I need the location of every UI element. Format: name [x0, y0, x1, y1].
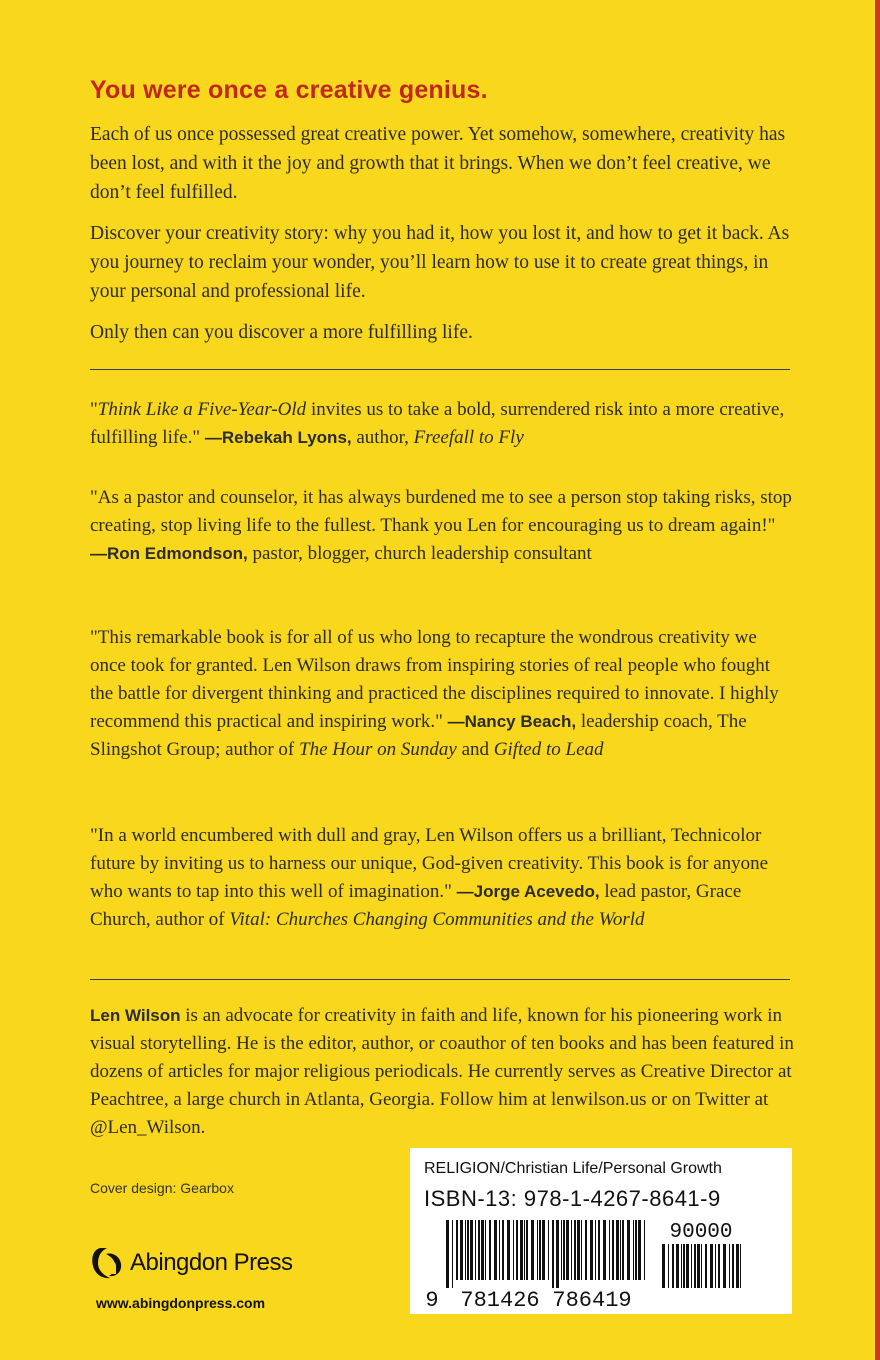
cover-credit: Cover design: Gearbox	[90, 1180, 234, 1196]
barcode-bar	[585, 1220, 587, 1280]
publisher-website: www.abingdonpress.com	[96, 1295, 266, 1311]
endorser-name: —Nancy Beach,	[447, 712, 577, 731]
author-bio: Len Wilson is an advocate for creativity in faith and life, known for his pioneering work in visual storytelling. He is the editor, author, or coauthor of ten books and has been featured in dozens of articles for major religious periodicals. He currently serves as Creative Director at Peachtree, a large church in Atlanta, Georgia. Follow him at lenwilson.us or on Twitter at @Len_Wilson.	[90, 1005, 794, 1138]
barcode-bar	[542, 1220, 545, 1280]
ean-digits-left: 781426	[460, 1288, 540, 1313]
intro-paragraph: Only then can you discover a more fulfilling life.	[90, 322, 473, 343]
barcode-bar	[590, 1220, 593, 1280]
ean-digit-lead: 9	[425, 1288, 439, 1313]
author-name: Len Wilson	[90, 1006, 181, 1025]
barcode-bar	[465, 1220, 466, 1280]
barcode-bar	[489, 1220, 491, 1280]
divider	[90, 979, 790, 980]
barcode-bar	[627, 1220, 630, 1280]
divider	[90, 369, 790, 370]
barcode-bar	[740, 1244, 741, 1288]
ean-barcode	[446, 1220, 645, 1288]
endorsement: "Think Like a Five-Year-Old invites us to take a bold, surrendered risk into a more creative, fulfilling life." —Rebekah Lyons, author, Freefall to Fly	[90, 399, 785, 448]
endorsement: "In a world encumbered with dull and gray, Len Wilson offers us a brilliant, Technicolor future by inviting us to harness our unique, God-given creativity. This book is for anyone who wants to tap into this well of imagination." —Jorge Acevedo, lead pastor, Grace Church, author of Vital: Churches Changing Communities and the World	[90, 825, 769, 930]
ean-digits-right: 786419	[552, 1288, 632, 1313]
barcode-bar	[520, 1220, 523, 1280]
barcode-bar	[478, 1220, 480, 1280]
cover-edge	[875, 0, 880, 1360]
barcode-bar	[697, 1244, 700, 1288]
barcode-bar	[612, 1220, 614, 1280]
endorser-name: —Rebekah Lyons,	[204, 428, 352, 447]
barcode-bar	[710, 1244, 713, 1288]
barcode-bar	[715, 1244, 716, 1288]
barcode-bar	[683, 1244, 685, 1288]
barcode-bar	[467, 1220, 469, 1280]
barcode-bar	[577, 1220, 580, 1280]
barcode-bar	[705, 1244, 707, 1288]
barcode-bar	[460, 1220, 463, 1280]
barcode-bar	[470, 1220, 473, 1280]
barcode-bar	[481, 1220, 484, 1280]
barcode-bar	[609, 1220, 610, 1280]
publisher-logo-block	[90, 1244, 292, 1282]
barcode-bar	[676, 1244, 679, 1288]
barcode-bar	[507, 1220, 510, 1280]
barcode-bar	[595, 1220, 596, 1280]
barcode-bar	[644, 1220, 645, 1280]
barcode-bar	[638, 1220, 641, 1280]
price-addon-barcode	[662, 1244, 741, 1288]
barcode-bar	[622, 1220, 624, 1280]
barcode-bar	[561, 1220, 562, 1280]
barcode-bar	[691, 1244, 692, 1288]
abingdon-logo-icon	[90, 1244, 126, 1282]
barcode-bar	[729, 1244, 730, 1288]
barcode-bar	[485, 1220, 486, 1280]
barcode-bar	[446, 1220, 449, 1288]
barcode-bar	[635, 1220, 637, 1280]
barcode-bar	[616, 1220, 619, 1280]
barcode-bar	[513, 1220, 514, 1280]
barcode-graphic	[410, 1148, 792, 1314]
barcode-bar	[516, 1220, 518, 1280]
barcode-bar	[686, 1244, 689, 1288]
barcode-bar	[672, 1244, 674, 1288]
endorser-name: —Ron Edmondson,	[90, 544, 248, 563]
barcode-bar	[633, 1220, 634, 1280]
barcode-bar	[701, 1244, 702, 1288]
barcode-bar	[548, 1220, 549, 1280]
barcode-bar	[571, 1220, 572, 1280]
barcode-bar	[736, 1244, 739, 1288]
endorsement: "This remarkable book is for all of us who long to recapture the wondrous creativity we once took for granted. Len Wilson draws from inspiring stories of real people who fought the battle for divergent thinking and practiced the disciplines required to innovate. I highly recommend this practical and inspiring work." —Nancy Beach, leadership coach, The Slingshot Group; author of The Hour on Sunday and Gifted to Lead	[90, 627, 779, 760]
barcode-bar	[552, 1220, 554, 1288]
barcode-bar	[494, 1220, 497, 1280]
publisher-name: Abingdon Press	[130, 1249, 293, 1276]
intro	[90, 120, 795, 359]
barcode-panel	[410, 1148, 792, 1314]
barcode-bar	[668, 1244, 669, 1288]
barcode-bar	[563, 1220, 565, 1280]
barcode-bar	[620, 1220, 621, 1280]
barcode-bar	[502, 1220, 504, 1280]
barcode-bar	[499, 1220, 500, 1280]
barcode-bar	[681, 1244, 682, 1288]
barcode-bar	[537, 1220, 538, 1280]
headline: You were once a creative genius.	[90, 76, 488, 104]
barcode-bar	[531, 1220, 534, 1280]
barcode-bar	[524, 1220, 525, 1280]
barcode-bar	[581, 1220, 582, 1280]
barcode-bar	[574, 1220, 576, 1280]
bisac-category: RELIGION/Christian Life/Personal Growth	[424, 1160, 722, 1177]
barcode-bar	[526, 1220, 528, 1280]
barcode-bar	[603, 1220, 606, 1280]
barcode-bar	[723, 1244, 726, 1288]
barcode-bar	[718, 1244, 720, 1288]
barcode-bar	[598, 1220, 600, 1280]
endorser-name: —Jorge Acevedo,	[456, 882, 600, 901]
barcode-bar	[539, 1220, 541, 1280]
barcode-bar	[456, 1220, 458, 1280]
barcode-bar	[556, 1220, 559, 1288]
barcode-bar	[662, 1244, 665, 1288]
book-title: Think Like a Five-Year-Old	[97, 399, 307, 420]
isbn-label: ISBN-13: 978-1-4267-8641-9	[424, 1186, 721, 1211]
barcode-bar	[732, 1244, 734, 1288]
barcode-bar	[694, 1244, 696, 1288]
price-code: 90000	[669, 1221, 733, 1244]
intro-paragraph: Discover your creativity story: why you had it, how you lost it, and how to get it back. As you journey to reclaim your wonder, you’ll learn how to use it to create great things, in your personal and professional life.	[90, 223, 790, 302]
endorsement: "As a pastor and counselor, it has always burdened me to see a person stop taking risks, stop creating, stop living life to the fullest. Thank you Len for encouraging us to dream again!" —Ron Edmondson, pastor, blogger, church leadership consultant	[90, 487, 792, 564]
barcode-bar	[452, 1220, 453, 1288]
intro-paragraph: Each of us once possessed great creative power. Yet somehow, somewhere, creativity has been lost, and with it the joy and growth that it brings. When we don’t feel creative, we don’t feel fulfilled.	[90, 124, 786, 203]
barcode-bar	[475, 1220, 476, 1280]
barcode-bar	[566, 1220, 569, 1280]
